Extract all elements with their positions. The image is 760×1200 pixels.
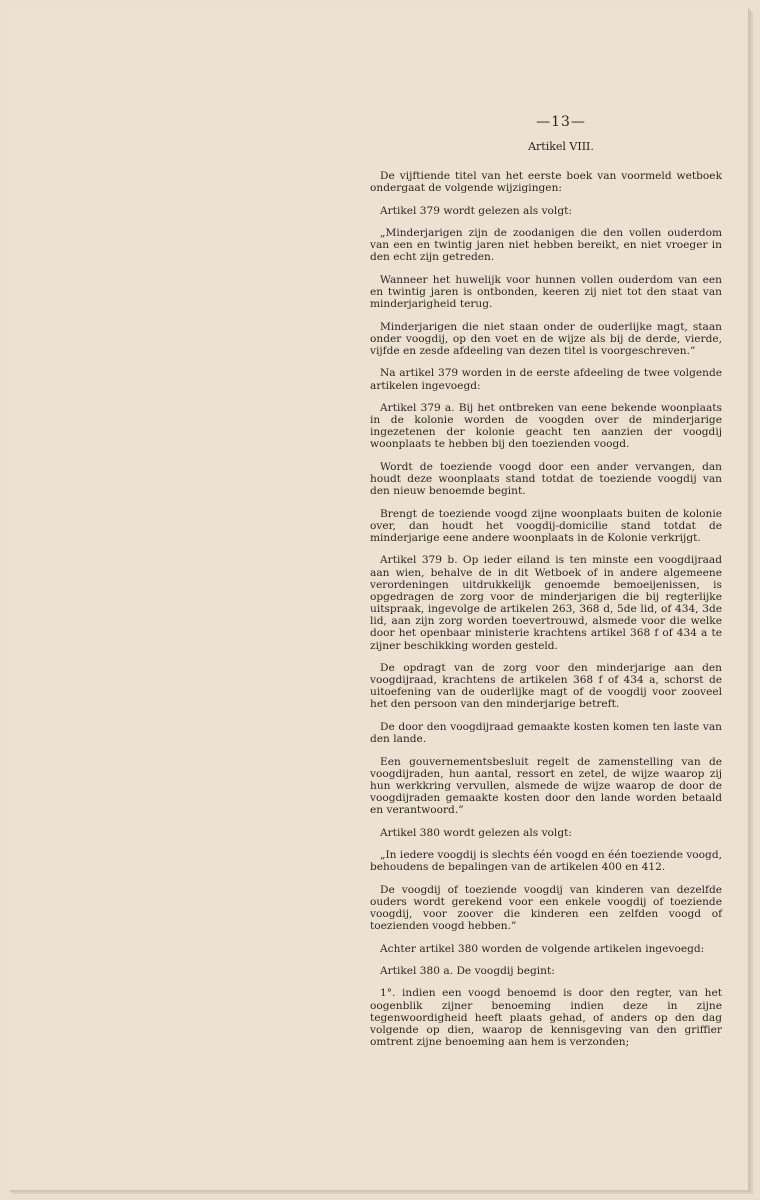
paragraph: 1°. indien een voogd benoemd is door den regter, van het oogenblik zijner benoeming indien deze in zijne tegenwoordigheid heeft plaats gehad, of anders op den dag volgende op dien, waarop de kennisgeving van den griffier omtrent zijne benoeming aan hem is verzonden; (370, 987, 722, 1049)
paragraph: Na artikel 379 worden in de eerste afdeeling de twee volgende artikelen ingevoegd: (370, 367, 722, 392)
paragraph: De vijftiende titel van het eerste boek van voormeld wetboek ondergaat de volgende wijzigingen: (370, 170, 722, 195)
paragraph: Artikel 379 wordt gelezen als volgt: (380, 204, 572, 217)
paragraph: Artikel 379 a. Bij het ontbreken van eene bekende woonplaats in de kolonie worden de voogden over de minderjarige ingezetenen der kolonie geacht ten aanzien der voogdij woonplaats te hebben bij den toezienden voogd. (370, 401, 722, 451)
paragraph: Wordt de toeziende voogd door een ander vervangen, dan houdt deze woonplaats stand totdat de toeziende voogdij van den nieuw benoemde begint. (370, 460, 722, 498)
paragraph: Een gouvernementsbesluit regelt de zamenstelling van de voogdijraden, hun aantal, ressort en zetel, de wijze waarop zij hun werkkring vervullen, alsmede de wijze waarop de door de voogdijraden gemaakte kosten door den lande worden betaald en verantwoord.” (370, 755, 722, 817)
paragraph: Minderjarigen die niet staan onder de ouderlijke magt, staan onder voogdij, op den voet en de wijze als bij de derde, vierde, vijfde en zesde afdeeling van dezen titel is voorgeschreven.” (370, 320, 722, 357)
article-body (370, 170, 722, 1059)
paragraph: Artikel 379 b. Op ieder eiland is ten minste een voogdijraad aan wien, behalve de in dit Wetboek of in andere algemeene verordeningen uitdrukkelijk genoemde bemoeijenissen, is opgedragen de zorg voor de minderjarigen die bij regterlijke uitspraak, ingevolge de artikelen 263, 368 d, 5de lid, of 434, 3de lid, aan zijn zorg worden toevertrouwd, alsmede voor die welke door het openbaar ministerie krachtens artikel 368 f of 434 a te zijner beschikking worden gesteld. (370, 554, 722, 652)
page-header (398, 114, 724, 153)
paragraph: Brengt de toeziende voogd zijne woonplaats buiten de kolonie over, dan houdt het voogdij-domicilie stand totdat de minderjarige eene andere woonplaats in de Kolonie verkrijgt. (370, 507, 722, 544)
page-number: —13— (536, 114, 586, 130)
article-heading: Artikel VIII. (528, 140, 594, 153)
paragraph: Artikel 380 wordt gelezen als volgt: (380, 826, 572, 839)
paragraph: Wanneer het huwelijk voor hunnen vollen ouderdom van een en twintig jaren is ontbonden, keeren zij niet tot den staat van minderjarigheid terug. (370, 273, 722, 311)
paragraph: Artikel 380 a. De voogdij begint: (380, 965, 555, 978)
paragraph: Achter artikel 380 worden de volgende artikelen ingevoegd: (380, 942, 705, 955)
paragraph: De opdragt van de zorg voor den minderjarige aan den voogdijraad, krachtens de artikelen 368 f of 434 a, schorst de uitoefening van de ouderlijke magt of de voogdij voor zooveel het den persoon van den minderjarige betreft. (370, 661, 722, 711)
paragraph: De door den voogdijraad gemaakte kosten komen ten laste van den lande. (370, 720, 722, 746)
paragraph: De voogdij of toeziende voogdij van kinderen van dezelfde ouders wordt gerekend voor een enkele voogdij of toeziende voogdij, voor zoover die kinderen een zelfden voogd of toezienden voogd hebben.” (370, 883, 722, 933)
paragraph: „Minderjarigen zijn de zoodanigen die den vollen ouderdom van een en twintig jaren niet hebben bereikt, en niet vroeger in den echt zijn getreden. (370, 227, 722, 264)
document-page (8, 8, 749, 1190)
paragraph: „In iedere voogdij is slechts één voogd en één toeziende voogd, behoudens de bepalingen van de artikelen 400 en 412. (370, 849, 722, 874)
